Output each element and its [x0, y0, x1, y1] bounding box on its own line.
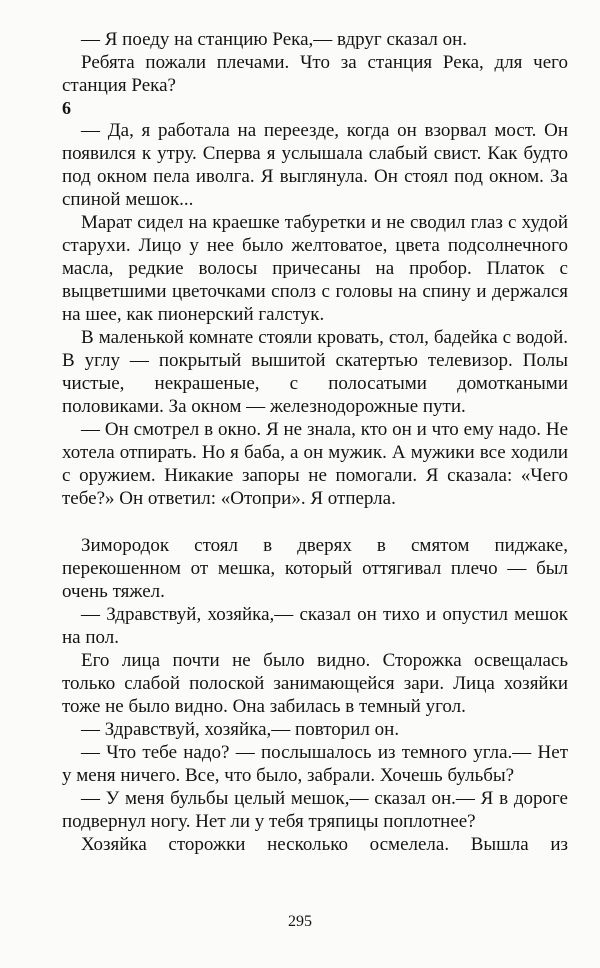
- paragraph: — Здравствуй, хозяйка,— сказал он тихо и опустил мешок на пол.: [62, 604, 568, 648]
- section-break: [62, 510, 568, 534]
- paragraph: — Да, я работала на переезде, когда он взорвал мост. Он появился к утру. Сперва я услышала слабый свист. Как будто под окном пела иволга. Я выглянула. Он стоял под окном. За спиной мешок...: [62, 120, 568, 210]
- paragraph: — Что тебе надо? — послышалось из темного угла.— Нет у меня ничего. Все, что было, забрали. Хочешь бульбы?: [62, 742, 568, 786]
- paragraph: Марат сидел на краешке табуретки и не сводил глаз с худой старухи. Лицо у нее было желтоватое, цвета подсолнечного масла, редкие волосы причесаны на пробор. Платок с выцветшими цветочками сполз с головы на спину и держался на шее, как пионерский галстук.: [62, 212, 568, 325]
- page-text: [62, 28, 568, 856]
- paragraph: — Я поеду на станцию Река,— вдруг сказал он.: [81, 29, 468, 50]
- paragraph: — Здравствуй, хозяйка,— повторил он.: [81, 719, 400, 740]
- page-number: 295: [288, 913, 312, 930]
- paragraph: В маленькой комнате стояли кровать, стол, бадейка с водой. В углу — покрытый вышитой скатертью телевизор. Полы чистые, некрашеные, с полосатыми домоткаными половиками. За окном — железнодорожные пути.: [62, 327, 568, 417]
- paragraph: Ребята пожали плечами. Что за станция Река, для чего станция Река?: [62, 52, 568, 96]
- paragraph: Зимородок стоял в дверях в смятом пиджаке, перекошенном от мешка, который оттягивал плечо — был очень тяжел.: [62, 535, 568, 602]
- paragraph: Хозяйка сторожки несколько осмелела. Вышла из: [81, 834, 568, 855]
- paragraph: — Он смотрел в окно. Я не знала, кто он и что ему надо. Не хотела отпирать. Но я баба, а он мужик. А мужики все ходили с оружием. Никакие запоры не помогали. Я сказала: «Чего тебе?» Он ответил: «Отопри». Я отперла.: [62, 419, 568, 509]
- paragraph: — У меня бульбы целый мешок,— сказал он.— Я в дороге подвернул ногу. Нет ли у тебя тряпицы поплотнее?: [62, 788, 568, 832]
- chapter-number: 6: [62, 98, 71, 118]
- paragraph: Его лица почти не было видно. Сторожка освещалась только слабой полоской занимающейся зари. Лица хозяйки тоже не было видно. Она забилась в темный угол.: [62, 650, 568, 717]
